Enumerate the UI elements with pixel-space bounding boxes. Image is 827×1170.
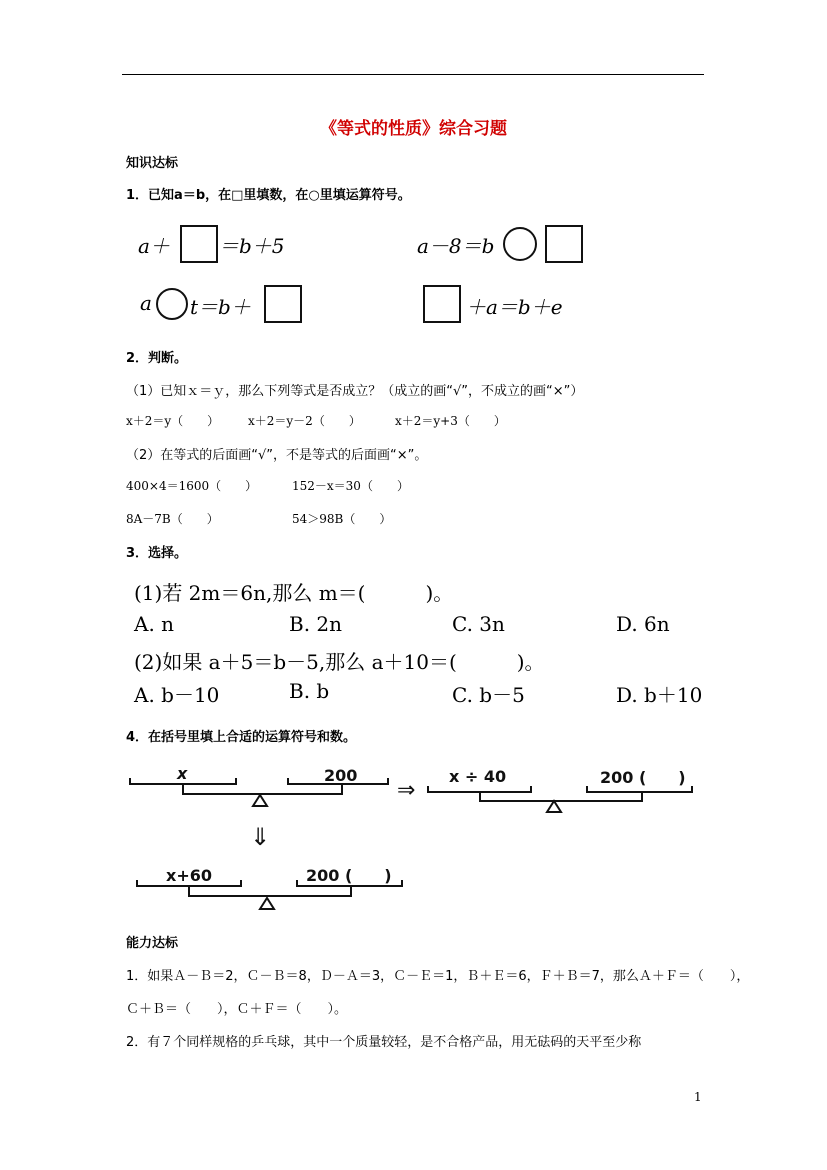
beam	[183, 784, 342, 794]
equation-2-left: a－8＝b	[417, 234, 495, 258]
choice-option: B. b	[289, 679, 330, 703]
balance-3-right-label: 200 ( )	[306, 866, 392, 885]
ability-question-1-cont: Ｃ＋Ｂ＝（ ），Ｃ＋Ｆ＝（ ）。	[126, 1002, 348, 1017]
question-3-stem: 3．选择。	[126, 546, 188, 561]
question-2-part-2: （2）在等式的后面画“√”，不是等式的后面画“×”。	[126, 448, 428, 463]
question-4-stem: 4．在括号里填上合适的运算符号和数。	[126, 730, 357, 745]
choice-question-2: (2)如果 a＋5＝b－5,那么 a＋10＝( )。	[134, 650, 545, 674]
choice-option: B. 2n	[289, 612, 343, 636]
fulcrum	[547, 801, 561, 812]
question-2-part-1: （1）已知ｘ＝ｙ，那么下列等式是否成立？（成立的画“√”，不成立的画“×”）	[126, 384, 584, 399]
judge-item: 8A－7B（ ）	[126, 512, 219, 526]
fulcrum	[260, 898, 274, 909]
down-arrow: ⇓	[250, 823, 271, 851]
section-heading: 能力达标	[126, 936, 179, 951]
balance-1-right-label: 200	[324, 766, 358, 785]
right-arrow: ⇒	[397, 778, 416, 803]
fulcrum	[253, 795, 267, 806]
judge-item: 152－x＝30（ ）	[292, 479, 409, 493]
equation-3-a: a	[140, 291, 152, 315]
equation-4-right: ＋a＝b＋e	[466, 295, 563, 319]
question-2-stem: 2．判断。	[126, 351, 188, 366]
equation-3-mid: t＝b＋	[190, 295, 251, 319]
choice-option: D. b＋10	[616, 683, 703, 707]
choice-option: C. 3n	[452, 612, 505, 636]
choice-option: A. n	[134, 612, 175, 636]
balance-2-left-label: x ÷ 40	[449, 767, 507, 786]
page-title: 《等式的性质》综合习题	[320, 119, 507, 139]
section-heading: 知识达标	[126, 156, 179, 171]
choice-option: C. b－5	[452, 683, 525, 707]
choice-question-1: (1)若 2m＝6n,那么 m＝( )。	[134, 581, 454, 605]
beam	[480, 792, 642, 801]
judge-item: x＋2＝y+3（ ）	[395, 414, 506, 428]
balance-1-left-label: x	[177, 764, 188, 783]
judge-item: x＋2＝y（ ）	[126, 414, 220, 428]
equation-1-left: a＋	[138, 234, 170, 258]
ability-question-2: 2．有７个同样规格的乒乓球，其中一个质量较轻，是不合格产品，用无砝码的天平至少称	[126, 1035, 642, 1050]
left-pan	[428, 786, 531, 792]
choice-option: A. b－10	[134, 683, 220, 707]
question-1-stem: 1．已知a＝b，在□里填数，在○里填运算符号。	[126, 188, 411, 203]
ability-question-1: 1．如果Ａ－Ｂ＝2，Ｃ－Ｂ＝8，Ｄ－Ａ＝3，Ｃ－Ｅ＝1，Ｂ＋Ｅ＝6，Ｆ＋Ｂ＝7，那么Ａ＋Ｆ＝（ ），	[126, 969, 750, 984]
beam	[189, 886, 351, 896]
page-number: 1	[694, 1090, 702, 1104]
equation-1-right: ＝b＋5	[219, 234, 285, 258]
balance-2-right-label: 200 ( )	[600, 768, 686, 787]
balance-3-left-label: x+60	[166, 866, 212, 885]
choice-option: D. 6n	[616, 612, 670, 636]
judge-item: x＋2＝y－2（ ）	[248, 414, 361, 428]
judge-item: 400×4＝1600（ ）	[126, 479, 258, 493]
judge-item: 54＞98B（ ）	[292, 512, 392, 526]
